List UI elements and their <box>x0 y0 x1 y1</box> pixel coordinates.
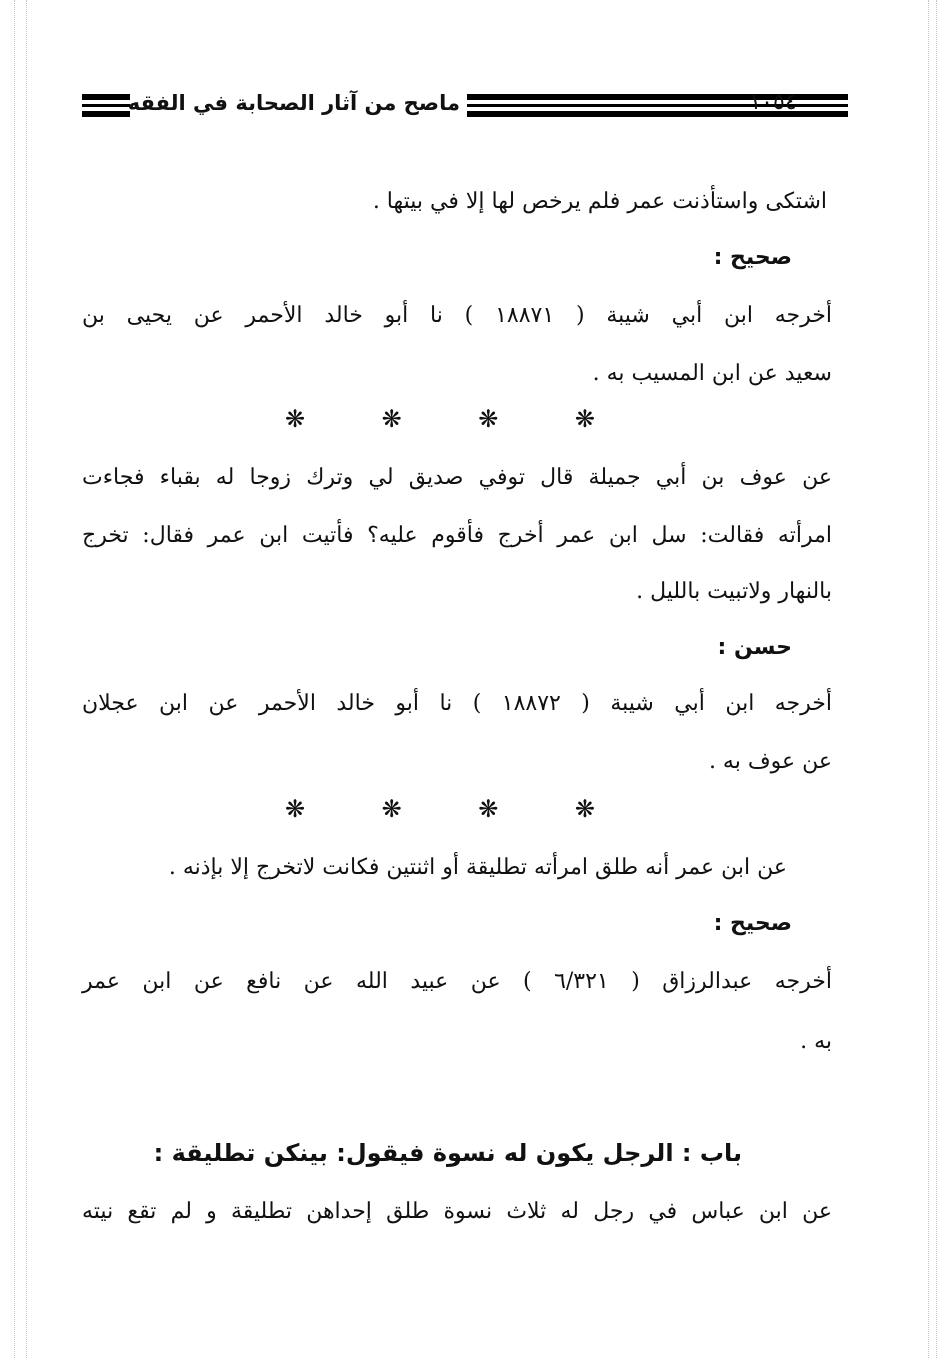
takhrij-line: عن عوف به . <box>708 749 832 774</box>
scan-edge-line <box>26 0 27 1358</box>
takhrij-line: أخرجه عبدالرزاق ( ٦/٣٢١ ) عن عبيد الله عن نافع عن ابن عمر <box>82 969 832 994</box>
narration-line: امرأته فقالت: سل ابن عمر أخرج فأقوم عليه؟ فأتيت ابن عمر فقال: تخرج <box>82 523 832 548</box>
asterism-icon: ❋ <box>574 405 596 433</box>
header-rule-left <box>82 94 130 121</box>
takhrij-line: سعيد عن ابن المسيب به . <box>592 361 832 386</box>
section-divider-ornament <box>280 404 600 434</box>
takhrij-line: أخرجه ابن أبي شيبة ( ١٨٨٧١ ) نا أبو خالد الأحمر عن يحيى بن <box>82 303 833 328</box>
asterism-icon: ❋ <box>574 795 596 823</box>
grading-label: حسن : <box>717 635 792 660</box>
asterism-icon: ❋ <box>381 795 402 823</box>
narration-line: عن ابن عمر أنه طلق امرأته تطليقة أو اثنتين فكانت لاتخرج إلا بإذنه . <box>168 855 787 880</box>
grading-label: صحيح : <box>713 245 792 270</box>
header-rule-right <box>809 94 848 121</box>
asterism-icon: ❋ <box>284 795 306 823</box>
chapter-heading: باب : الرجل يكون له نسوة فيقول: بينكن تطليقة : <box>153 1139 742 1167</box>
running-header <box>82 86 848 126</box>
narration-line: بالنهار ولاتبيت بالليل . <box>636 579 832 604</box>
takhrij-line: به . <box>800 1029 832 1054</box>
asterism-icon: ❋ <box>478 795 499 823</box>
narration-line: عن ابن عباس في رجل له ثلاث نسوة طلق إحداهن تطليقة و لم تقع نيته <box>82 1199 832 1224</box>
takhrij-line: أخرجه ابن أبي شيبة ( ١٨٨٧٢ ) نا أبو خالد الأحمر عن ابن عجلان <box>82 691 833 716</box>
scan-edge-line <box>928 0 929 1358</box>
scan-edge-line <box>14 0 15 1358</box>
asterism-icon: ❋ <box>478 405 499 433</box>
section-divider-ornament <box>280 794 600 824</box>
narration-line: اشتكى واستأذنت عمر فلم يرخص لها إلا في بيتها . <box>372 189 827 214</box>
scan-edge-line <box>936 0 937 1358</box>
asterism-icon: ❋ <box>284 405 306 433</box>
grading-label: صحيح : <box>713 911 792 936</box>
narration-line: عن عوف بن أبي جميلة قال توفي صديق لي وترك زوجا له بقباء فجاءت <box>82 465 832 490</box>
book-title: ماصح من آثار الصحابة في الفقه <box>127 91 460 115</box>
page-number: ١٠٥٤ <box>749 90 797 115</box>
asterism-icon: ❋ <box>381 405 402 433</box>
